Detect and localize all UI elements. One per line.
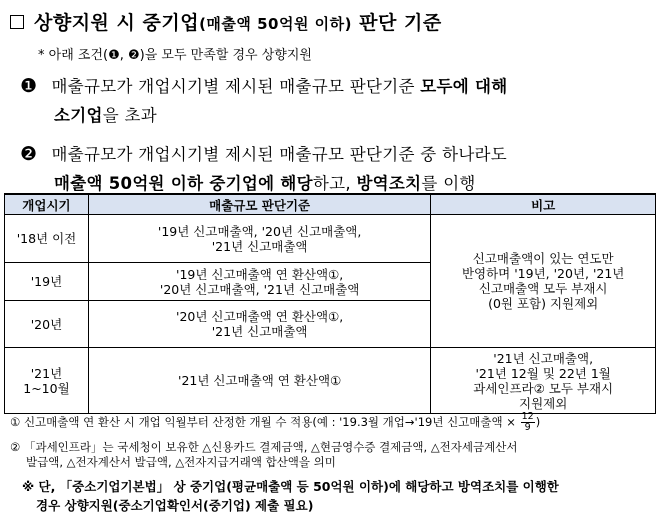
fraction: $\frac{12}{9}$ <box>521 411 534 433</box>
condition-2-number: ❷ <box>20 143 38 165</box>
header-remark: 비고 <box>431 194 656 215</box>
criteria-cell: '20년 신고매출액 연 환산액①, '21년 신고매출액 <box>88 301 430 348</box>
header-period: 개업시기 <box>5 194 89 215</box>
criteria-cell: '19년 신고매출액, '20년 신고매출액, '21년 신고매출액 <box>88 215 430 263</box>
table-row <box>5 348 656 414</box>
table-row <box>5 215 656 263</box>
remark-cell: '21년 신고매출액, '21년 12월 및 22년 1월 과세인프라② 모두 부재시 지원제외 <box>431 348 656 414</box>
period-cell: '20년 <box>5 301 89 348</box>
criteria-cell: '21년 신고매출액 연 환산액① <box>88 348 430 414</box>
criteria-table <box>4 193 656 414</box>
footnote-1: ① 신고매출액 연 환산 시 개업 익월부터 산정한 개월 수 적용(예 : '19.3월 개업→'19년 신고매출액 × $\frac{12}{9}$ ) <box>10 411 541 433</box>
header-criteria: 매출규모 판단기준 <box>88 194 430 215</box>
title-main: 상향지원 시 중기업 <box>34 12 200 34</box>
checkbox-icon <box>10 15 24 29</box>
remark-cell: 신고매출액이 있는 연도만 반영하며 '19년, '20년, '21년 신고매출액 모두 부재시 (0원 포함) 지원제외 <box>431 215 656 348</box>
title-paren: (매출액 50억원 이하) <box>199 15 353 33</box>
condition-1: ❶ 매출규모가 개업시기별 제시된 매출규모 판단기준 모두에 대해 소기업을 초과 <box>20 72 508 130</box>
period-cell: '19년 <box>5 263 89 301</box>
period-cell: '18년 이전 <box>5 215 89 263</box>
footnote-2: ② 「과세인프라」는 국세청이 보유한 △신용카드 결제금액, △현금영수증 결제금액, △전자세금계산서 발급액, △전자계산서 발급액, △전자지급거래액 합산액을 의미 <box>10 440 518 469</box>
section-title <box>10 8 442 35</box>
condition-note: * 아래 조건(❶, ❷)을 모두 만족할 경우 상향지원 <box>38 48 312 63</box>
table-header-row <box>5 194 656 215</box>
condition-2: ❷ 매출규모가 개업시기별 제시된 매출규모 판단기준 중 하나라도 매출액 50억원 이하 중기업에 해당하고, 방역조치를 이행 <box>20 140 507 198</box>
title-end: 판단 기준 <box>352 12 442 34</box>
period-cell: '21년 1~10월 <box>5 348 89 414</box>
final-note: ※ 단, 「중소기업기본법」 상 중기업(평균매출액 등 50억원 이하)에 해당하고 방역조치를 이행한 경우 상향지원(중소기업확인서(중기업) 제출 필요) <box>22 479 559 513</box>
condition-1-number: ❶ <box>20 75 38 97</box>
criteria-cell: '19년 신고매출액 연 환산액①, '20년 신고매출액, '21년 신고매출액 <box>88 263 430 301</box>
